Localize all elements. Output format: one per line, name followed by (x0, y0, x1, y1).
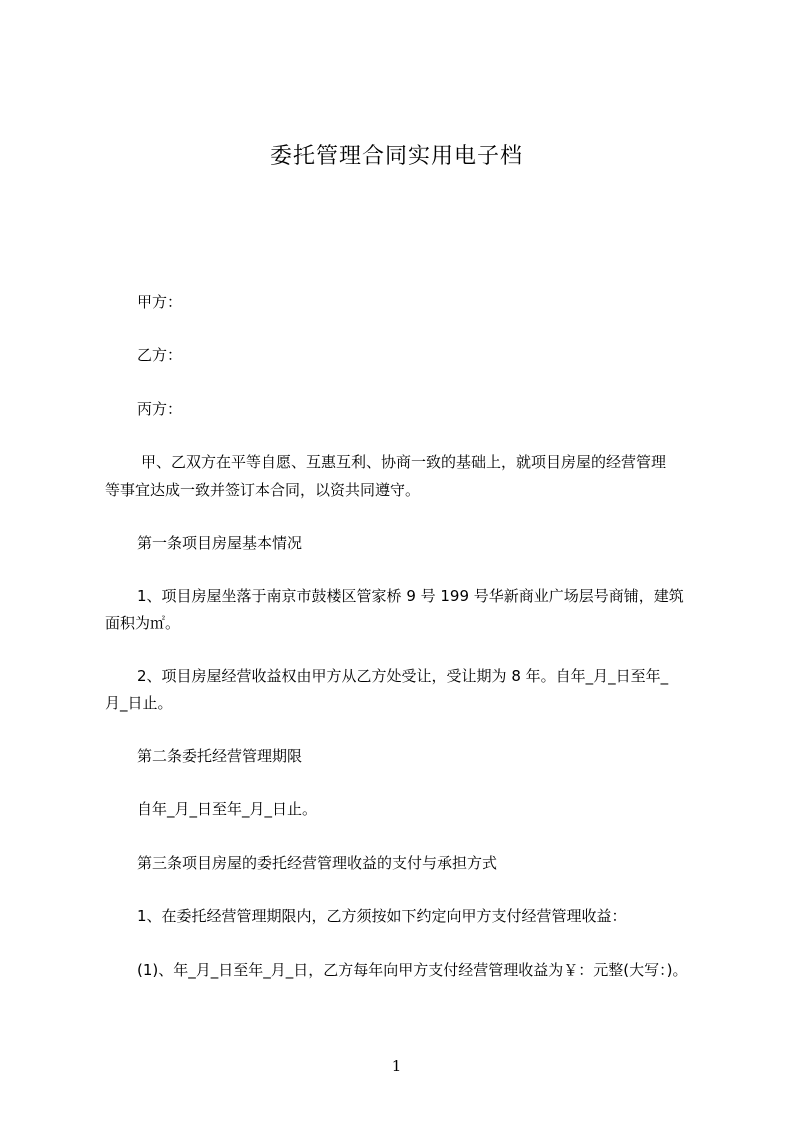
article-1-heading: 第一条项目房屋基本情况 (137, 534, 303, 552)
article-3-item-1-sub-1: (1)、年_月_日至年_月_日，乙方每年向甲方支付经营管理收益为￥：元整(大写：)。 (137, 961, 688, 979)
article-1-item-1-line-2: 面积为㎡。 (105, 614, 181, 632)
party-c-label: 丙方： (137, 400, 183, 418)
document-title: 委托管理合同实用电子档 (269, 144, 523, 169)
party-a-label: 甲方： (137, 293, 183, 311)
article-2-body: 自年_月_日至年_月_日止。 (137, 800, 318, 818)
article-1-item-2-line-1: 2、项目房屋经营收益权由甲方从乙方处受让，受让期为 8 年。自年_月_日至年_ (137, 667, 669, 685)
party-b-label: 乙方： (137, 346, 183, 364)
article-1-item-1-line-1: 1、项目房屋坐落于南京市鼓楼区管家桥 9 号 199 号华新商业广场层号商铺，建筑 (137, 587, 684, 605)
article-2-heading: 第二条委托经营管理期限 (137, 747, 303, 765)
article-3-item-1: 1、在委托经营管理期限内，乙方须按如下约定向甲方支付经营管理收益： (137, 907, 627, 925)
intro-paragraph-line-2: 等事宜达成一致并签订本合同，以资共同遵守。 (105, 481, 421, 499)
page-number: 1 (391, 1057, 402, 1075)
article-3-heading: 第三条项目房屋的委托经营管理收益的支付与承担方式 (137, 854, 498, 872)
intro-paragraph-line-1: 甲、乙双方在平等自愿、互惠互利、协商一致的基础上，就项目房屋的经营管理 (141, 453, 667, 471)
article-1-item-2-line-2: 月_日止。 (105, 694, 173, 712)
